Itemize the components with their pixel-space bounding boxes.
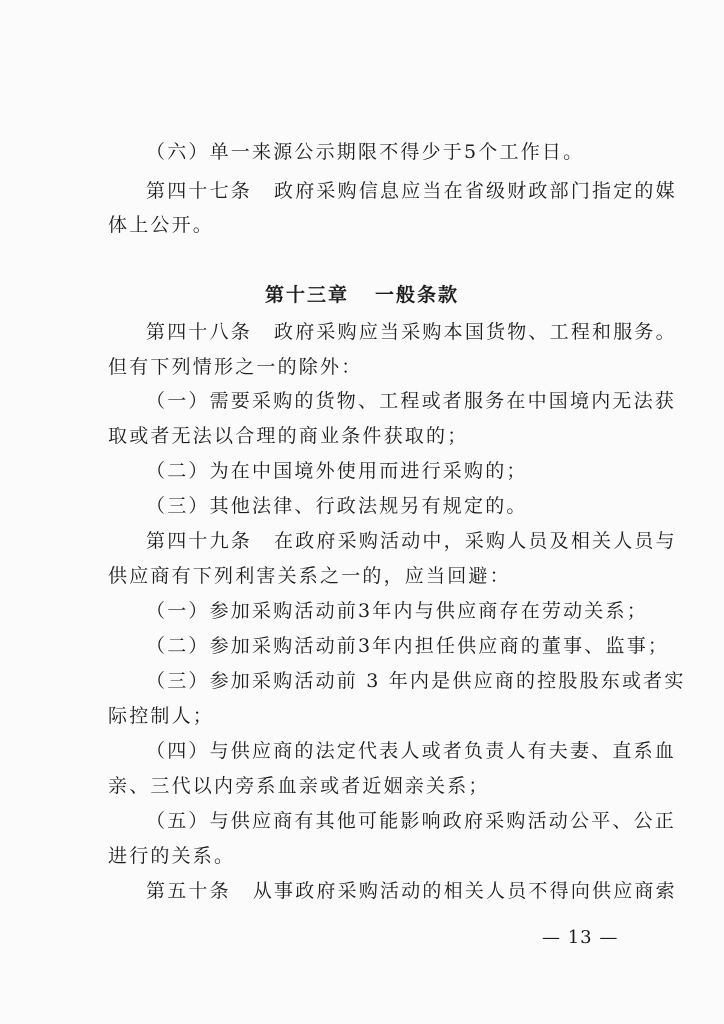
paragraph-line: 进行的关系。 bbox=[108, 845, 236, 867]
paragraph-line: 供应商有下列利害关系之一的，应当回避： bbox=[108, 565, 511, 587]
paragraph-line: （三）其他法律、行政法规另有规定的。 bbox=[146, 495, 528, 517]
paragraph-line: （六）单一来源公示期限不得少于5个工作日。 bbox=[146, 141, 585, 163]
paragraph-line: 但有下列情形之一的除外： bbox=[108, 356, 363, 378]
page-number: — 13 — bbox=[542, 927, 619, 948]
article-text: 从事政府采购活动的相关人员不得向供应商索 bbox=[252, 880, 677, 902]
paragraph-line: （一）需要采购的货物、工程或者服务在中国境内无法获 bbox=[146, 390, 677, 412]
article-line bbox=[146, 320, 677, 344]
article-number: 第五十条 bbox=[146, 880, 231, 902]
chapter-title: 一般条款 bbox=[375, 284, 460, 306]
article-number: 第四十七条 bbox=[146, 180, 253, 202]
paragraph-line: （五）与供应商有其他可能影响政府采购活动公平、公正 bbox=[146, 810, 677, 832]
article-text: 政府采购应当采购本国货物、工程和服务。 bbox=[274, 321, 677, 343]
paragraph-line: （二）为在中国境外使用而进行采购的； bbox=[146, 460, 528, 482]
chapter-number: 第十三章 bbox=[264, 284, 349, 306]
article-number: 第四十八条 bbox=[146, 321, 253, 343]
paragraph-line: 体上公开。 bbox=[108, 214, 215, 236]
article-line bbox=[146, 529, 677, 553]
paragraph-line: （三）参加采购活动前 3 年内是供应商的控股股东或者实 bbox=[146, 670, 686, 692]
paragraph-line: 取或者无法以合理的商业条件获取的； bbox=[108, 425, 469, 447]
chapter-heading bbox=[0, 283, 724, 307]
paragraph-line: （一）参加采购活动前3年内与供应商存在劳动关系； bbox=[146, 600, 648, 622]
paragraph-line: 亲、三代以内旁系血亲或者近姻亲关系； bbox=[108, 775, 490, 797]
article-text: 在政府采购活动中，采购人员及相关人员与 bbox=[274, 530, 677, 552]
paragraph-line: 际控制人； bbox=[108, 705, 215, 727]
article-text: 政府采购信息应当在省级财政部门指定的媒 bbox=[274, 180, 677, 202]
paragraph-line: （四）与供应商的法定代表人或者负责人有夫妻、直系血 bbox=[146, 740, 677, 762]
article-line bbox=[146, 179, 677, 203]
article-number: 第四十九条 bbox=[146, 530, 253, 552]
article-line bbox=[146, 879, 677, 903]
paragraph-line: （二）参加采购活动前3年内担任供应商的董事、监事； bbox=[146, 635, 670, 657]
